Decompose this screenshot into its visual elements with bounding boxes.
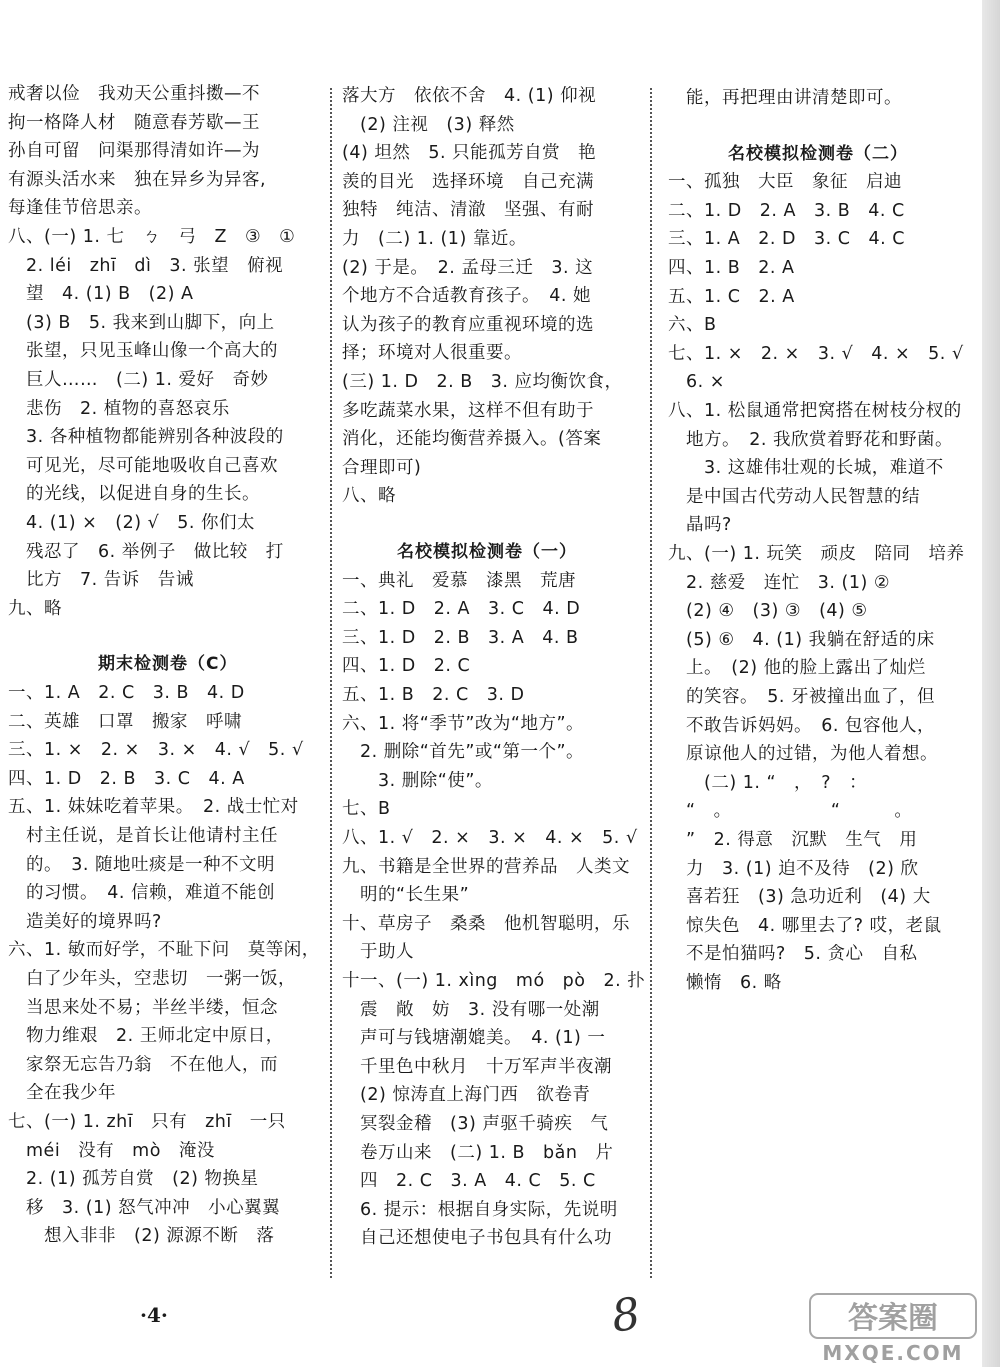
answer-line: 3. 删除“使”。 <box>342 770 493 791</box>
handwritten-mark: 8 <box>608 1288 644 1343</box>
answer-line: (5) ⑥ 4. (1) 我躺在舒适的床 <box>668 629 935 650</box>
answer-line: 四、1. D 2. B 3. C 4. A <box>8 768 245 789</box>
answer-line: 2. 慈爱 连忙 3. (1) ② <box>668 572 891 593</box>
answer-line: 择；环境对人很重要。 <box>342 343 522 364</box>
answer-line: 上。 (2) 他的脸上露出了灿烂 <box>668 658 926 679</box>
answer-line: 巨人…… (二) 1. 爱好 奇妙 <box>8 370 269 390</box>
answer-line: 懒惰 6. 略 <box>668 973 782 993</box>
answer-line: 孙自可留 问渠那得清如许—为 <box>8 141 260 162</box>
column-divider <box>650 88 652 1278</box>
answer-line: 六、B <box>668 315 717 336</box>
answer-line: 羡的目光 选择环境 自己充满 <box>342 171 594 192</box>
answer-line: 全在我少年 <box>8 1083 116 1104</box>
watermark-brand: 答案圈 <box>848 1301 938 1336</box>
answer-line: 3. 各种植物都能辨别各种波段的 <box>8 427 284 448</box>
answer-line: 于助人 <box>342 942 414 963</box>
answer-line: 自己还想使电子书包具有什么功 <box>342 1228 612 1249</box>
answer-line: 拘一格降人材 随意春芳歇—王 <box>8 112 260 133</box>
answer-line: 认为孩子的教育应重视环境的选 <box>342 314 594 335</box>
answer-line: “ 。 “ 。 <box>668 801 913 822</box>
answer-line: (2) ④ (3) ③ (4) ⑤ <box>668 601 868 622</box>
answer-line: 冥裂金稽 (3) 声驱千骑疾 气 <box>342 1114 609 1134</box>
answer-line: (2) 注视 (3) 释然 <box>342 114 515 135</box>
answer-line: 八、1. 松鼠通常把窝搭在树枝分杈的 <box>668 401 962 421</box>
column-divider <box>330 88 332 1278</box>
answer-line: 物力维艰 2. 王师北定中原日， <box>8 1026 284 1047</box>
answer-line: 家祭无忘告乃翁 不在他人，而 <box>8 1054 278 1075</box>
answer-line: 二、英雄 口罩 搬家 呼啸 <box>8 711 242 732</box>
answer-line: 消化，还能均衡营养摄入。(答案 <box>342 429 602 450</box>
page-number: ·4· <box>140 1303 168 1327</box>
answer-line: 九、略 <box>8 598 62 619</box>
answer-line: 十一、(一) 1. xìng mó pò 2. 扑 <box>342 971 646 991</box>
answer-column-1 <box>8 0 318 1300</box>
answer-line: 地方。 2. 我欣赏着野花和野菌。 <box>668 429 954 450</box>
answer-line: 张望，只见玉峰山像一个高大的 <box>8 341 278 362</box>
answer-line: 望 4. (1) B (2) A <box>8 284 194 305</box>
answer-line: 6. 提示：根据自身实际，先说明 <box>342 1199 618 1220</box>
answer-line: 4. (1) × (2) √ 5. 你们太 <box>8 513 256 533</box>
answer-line: 七、1. × 2. × 3. √ 4. × 5. √ <box>668 343 964 364</box>
answer-line: 的光线，以促进自身的生长。 <box>8 484 260 505</box>
watermark-logo <box>808 1292 978 1364</box>
answer-line: 多吃蔬菜水果，这样不但有助于 <box>342 400 594 421</box>
page-edge-shadow <box>982 0 1000 1367</box>
answer-line: 晶吗? <box>668 515 732 536</box>
answer-line: 九、书籍是全世界的营养品 人类文 <box>342 856 630 877</box>
answer-line: 独特 纯洁、清澈 坚强、有耐 <box>342 200 594 221</box>
answer-line: 一、1. A 2. C 3. B 4. D <box>8 683 245 703</box>
answer-line: 可见光，尽可能地吸收自己喜欢 <box>8 455 278 476</box>
answer-line: 当思来处不易；半丝半缕，恒念 <box>8 997 278 1018</box>
answer-line: 一、孤独 大臣 象征 启迪 <box>668 172 902 193</box>
answer-line: 二、1. D 2. A 3. C 4. D <box>342 599 581 620</box>
answer-line: 力 (二) 1. (1) 靠近。 <box>342 229 527 249</box>
answer-line: 3. 这雄伟壮观的长城，难道不 <box>668 458 944 479</box>
answer-column-3 <box>668 0 968 1300</box>
answer-line: (2) 于是。 2. 孟母三迁 3. 这 <box>342 257 594 278</box>
answer-line: 十、草房子 桑桑 他机智聪明，乐 <box>342 913 630 934</box>
answer-line: 比方 7. 告诉 告诫 <box>8 570 194 591</box>
answer-line: 的。 3. 随地吐痰是一种不文明 <box>8 854 276 875</box>
answer-line: 个地方不合适教育孩子。 4. 她 <box>342 286 592 307</box>
answer-line: (三) 1. D 2. B 3. 应均衡饮食， <box>342 372 623 392</box>
answer-line: 二、1. D 2. A 3. B 4. C <box>668 200 905 221</box>
answer-line: 卷万山来 (二) 1. B bǎn 片 <box>342 1142 614 1163</box>
answer-line: 不是怕猫吗? 5. 贪心 自私 <box>668 944 918 965</box>
answer-line: 的笑容。 5. 牙被撞出血了，但 <box>668 687 936 707</box>
answer-line: 七、(一) 1. zhī 只有 zhī 一只 <box>8 1112 286 1132</box>
answer-line: 想入非非 (2) 源源不断 落 <box>8 1226 275 1247</box>
answer-line: 每逢佳节倍思亲。 <box>8 198 152 219</box>
answer-line: 四、1. B 2. A <box>668 258 795 278</box>
answer-line: 五、1. 妹妹吃着苹果。 2. 战士忙对 <box>8 797 299 818</box>
answer-line: 五、1. C 2. A <box>668 286 795 307</box>
answer-line: 五、1. B 2. C 3. D <box>342 685 525 705</box>
answer-line: (3) B 5. 我来到山脚下，向上 <box>8 312 275 333</box>
answer-line: 力 3. (1) 迫不及待 (2) 欣 <box>668 858 919 879</box>
answer-line: 原谅他人的过错，为他人着想。 <box>668 744 938 765</box>
answer-line: 三、1. D 2. B 3. A 4. B <box>342 627 579 648</box>
answer-line: 喜若狂 (3) 急功近利 (4) 大 <box>668 887 931 908</box>
answer-line: 明的“长生果” <box>342 885 470 906</box>
watermark-domain: MXQE.COM <box>822 1341 964 1364</box>
answer-line: 是中国古代劳动人民智慧的结 <box>668 486 920 507</box>
answer-line: 有源头活水来 独在异乡为异客, <box>8 169 267 190</box>
answer-line: 悲伤 2. 植物的喜怒哀乐 <box>8 398 230 419</box>
answer-line: 声可与钱塘潮媲美。 4. (1) 一 <box>342 1028 606 1049</box>
answer-line: 2. léi zhī dì 3. 张望 俯视 <box>8 255 284 276</box>
answer-line: 一、典礼 爱慕 漆黑 荒唐 <box>342 570 576 591</box>
answer-line: 震 敞 妨 3. 没有哪一处潮 <box>342 999 600 1020</box>
answer-line: 四、1. D 2. C <box>342 656 471 677</box>
answer-line: 九、(一) 1. 玩笑 顽皮 陪同 培养 <box>668 544 965 564</box>
section-title: 名校模拟检测卷（二） <box>728 143 908 164</box>
answer-line: 2. 删除“首先”或“第一个”。 <box>342 742 585 763</box>
answer-line: 戒奢以俭 我劝天公重抖擞—不 <box>8 84 260 104</box>
answer-line: 八、1. √ 2. × 3. × 4. × 5. √ <box>342 828 638 848</box>
answer-line: 村主任说，是首长让他请村主任 <box>8 826 278 846</box>
answer-line: 不敢告诉妈妈。 6. 包容他人， <box>668 715 936 736</box>
answer-line: 6. × <box>668 372 725 393</box>
answer-line: (4) 坦然 5. 只能孤芳自赏 艳 <box>342 143 597 164</box>
answer-line: 三、1. A 2. D 3. C 4. C <box>668 229 905 250</box>
answer-line: 能，再把理由讲清楚即可。 <box>668 88 902 108</box>
answer-line: (二) 1. “ ， ? ： <box>668 772 877 793</box>
answer-line: 造美好的境界吗? <box>8 911 162 932</box>
answer-line: 合理即可) <box>342 457 422 478</box>
answer-line: 残忍了 6. 举例子 做比较 打 <box>8 541 284 562</box>
answer-line: 八、略 <box>342 486 396 507</box>
answer-column-2 <box>342 0 646 1300</box>
answer-line: ” 2. 得意 沉默 生气 用 <box>668 830 918 850</box>
section-title: 期末检测卷（C） <box>98 654 238 675</box>
answer-line: 落大方 依依不舍 4. (1) 仰视 <box>342 86 597 106</box>
answer-line: 白了少年头，空悲切 一粥一饭， <box>8 969 296 989</box>
answer-line: 八、(一) 1. 七 ㄅ 弓 Z ③ ① <box>8 227 296 247</box>
answer-line: 惊失色 4. 哪里去了? 哎，老鼠 <box>668 915 942 936</box>
answer-line: méi 没有 mò 淹没 <box>8 1140 215 1161</box>
answer-line: (2) 惊涛直上海门西 欲卷青 <box>342 1085 591 1106</box>
answer-line: 四 2. C 3. A 4. C 5. C <box>342 1171 596 1192</box>
answer-line: 移 3. (1) 怒气冲冲 小心翼翼 <box>8 1197 281 1218</box>
answer-line: 千里色中秋月 十万军声半夜潮 <box>342 1056 612 1077</box>
answer-line: 六、1. 将“季节”改为“地方”。 <box>342 713 585 734</box>
answer-line: 的习惯。 4. 信赖，难道不能创 <box>8 883 276 904</box>
answer-line: 六、1. 敏而好学，不耻下问 莫等闲， <box>8 940 320 961</box>
answer-line: 七、B <box>342 799 391 820</box>
section-title: 名校模拟检测卷（一） <box>397 542 577 562</box>
answer-line: 2. (1) 孤芳自赏 (2) 物换星 <box>8 1169 259 1190</box>
answer-line: 三、1. × 2. × 3. × 4. √ 5. √ <box>8 740 304 761</box>
